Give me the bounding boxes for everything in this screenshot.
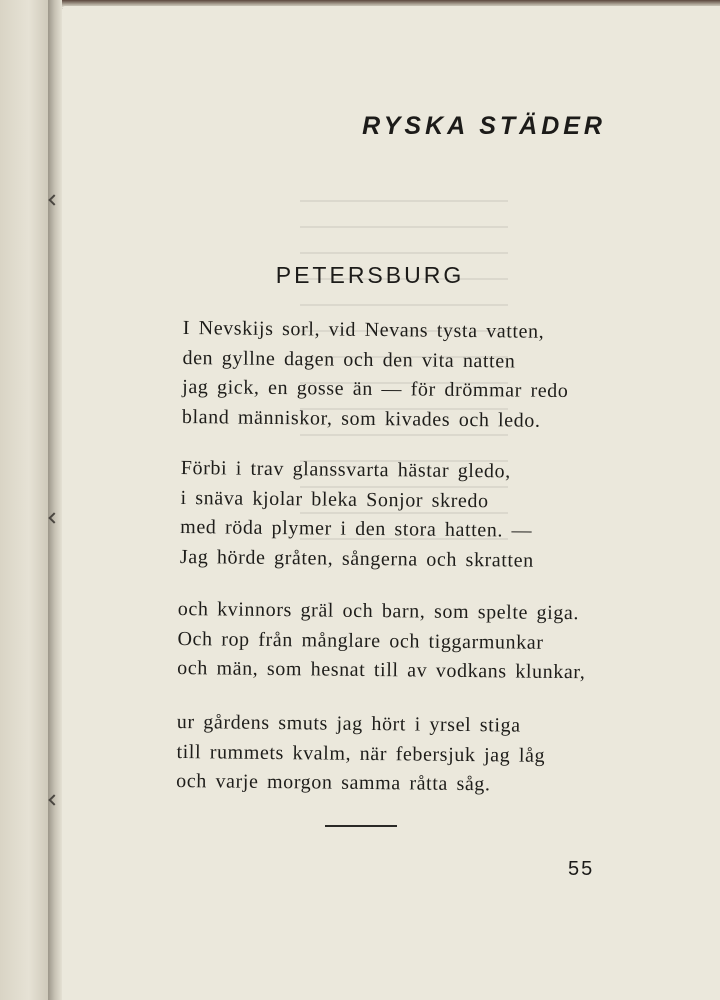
poem-line: och kvinnors gräl och barn, som spelte giga. [177, 597, 580, 625]
poem-line: jag gick, en gosse än — för drömmar redo [182, 375, 569, 403]
poem-line: Förbi i trav glanssvarta hästar gledo, [180, 456, 511, 483]
poem-line: till rummets kvalm, när febersjuk jag låg [176, 740, 546, 767]
poem-line: och män, som hesnat till av vodkans klunkar, [177, 656, 586, 684]
section-title: RYSKA STÄDER [362, 112, 606, 140]
end-rule [325, 825, 397, 827]
poem-line: Och rop från månglare och tiggarmunkar [177, 627, 544, 654]
poem-line: I Nevskijs sorl, vid Nevans tysta vatten, [182, 316, 545, 343]
poem-title: PETERSBURG [275, 262, 465, 288]
poem-line: bland människor, som kivades och ledo. [181, 405, 541, 432]
page-number: 55 [568, 858, 595, 880]
stanza-2 [180, 454, 535, 576]
poem-line: med röda plymer i den stora hatten. — [180, 515, 533, 542]
poem-line: ur gårdens smuts jag hört i yrsel stiga [176, 710, 521, 737]
stanza-4 [176, 708, 546, 800]
poem-line: den gyllne dagen och den vita natten [182, 346, 516, 372]
stanza-3 [177, 595, 586, 688]
poem-line: Jag hörde gråten, sångerna och skratten [179, 545, 534, 572]
poem-line: i snäva kjolar bleka Sonjor skredo [180, 486, 489, 512]
left-page-edge [0, 0, 48, 1000]
book-gutter [48, 0, 62, 1000]
poem-line: och varje morgon samma råtta såg. [176, 769, 491, 796]
stanza-1 [182, 314, 569, 436]
